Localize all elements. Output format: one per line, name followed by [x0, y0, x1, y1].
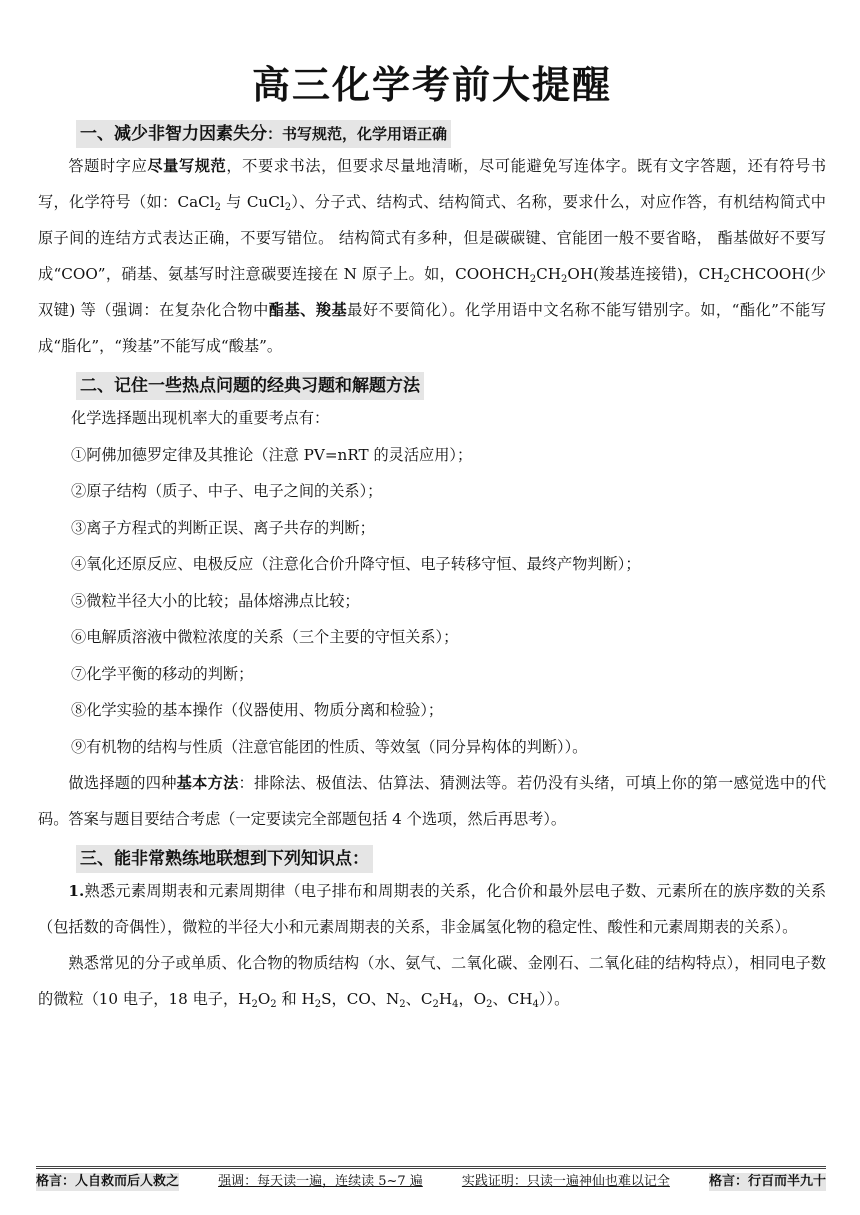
text-run: ）、分子式、结构式、结构简式、名称，要求什么，对应作答，有机结构简式中原子间的连结方式表达正确，不要写错位。 结构简式有多种，但是碳碳键、官能团一般不要省略， 酯基做好不要写成“COO”，硝基、氨基写时注意碳要连接在 N 原子上。如，COOHCH	[38, 193, 826, 283]
document-page	[38, 0, 826, 1215]
subscript: 2	[723, 274, 730, 285]
text-run: O	[257, 990, 271, 1008]
text-run: 、CH	[492, 990, 533, 1008]
subscript: 2	[214, 202, 222, 213]
subscript: 2	[529, 274, 537, 285]
section-2	[38, 372, 826, 837]
text-run: S，CO、N	[321, 990, 400, 1008]
page-footer	[36, 1166, 826, 1191]
subscript: 2	[486, 999, 493, 1010]
text-run: 熟悉常见的分子或单质、化合物的物质结构（水、氨气、二氧化碳、金刚石、二氧化硅的结构特点），相同电子数的微粒（10 电子，18 电子，H	[38, 954, 826, 1008]
text-run: 答题时字应	[68, 157, 148, 175]
paragraph-number: 1.	[68, 882, 85, 900]
section-3-paragraph-1	[38, 873, 826, 945]
section-3-heading: 三、能非常熟练地联想到下列知识点：	[76, 845, 373, 873]
section-1-paragraph	[38, 148, 826, 364]
section-1-heading-sub: 书写规范，化学用语正确	[282, 125, 448, 143]
subscript: 4	[452, 999, 459, 1010]
footer-motto-right: 格言：行百而半九十	[708, 1174, 826, 1189]
section-1-heading-sep: ：	[267, 125, 283, 143]
list-item: ⑤微粒半径大小的比较；晶体熔沸点比较；	[71, 591, 360, 610]
section-1-heading-text: 一、减少非智力因素失分	[80, 124, 267, 144]
emphasis-text: 酯基、羧基	[268, 301, 348, 319]
emphasis-text: 基本方法	[176, 774, 239, 792]
list-item: ⑨有机物的结构与性质（注意官能团的性质、等效氢（同分异构体的判断））。	[71, 737, 588, 756]
list-item: ②原子结构（质子、中子、电子之间的关系）；	[71, 482, 383, 500]
subscript: 2	[314, 999, 322, 1010]
section-2-method-paragraph	[38, 765, 826, 837]
text-run: 与 CuCl	[221, 193, 285, 211]
list-item: ①阿佛加德罗定律及其推论（注意 PV=nRT 的灵活应用）；	[71, 445, 473, 464]
section-1-heading	[76, 120, 451, 148]
subscript: 2	[270, 999, 277, 1010]
section-2-intro: 化学选择题出现机率大的重要考点有：	[71, 409, 330, 427]
list-item: ④氧化还原反应、电极反应（注意化合价升降守恒、电子转移守恒、最终产物判断）；	[71, 555, 641, 573]
text-run: 、C	[405, 990, 433, 1008]
section-2-heading: 二、记住一些热点问题的经典习题和解题方法	[76, 372, 424, 400]
text-run: 和 H	[276, 990, 315, 1008]
section-1	[38, 120, 826, 364]
text-run: CHCOOH(少双键) 等（强调：在复杂化合物中	[38, 265, 826, 319]
text-run: H	[438, 990, 453, 1008]
text-run: 做选择题的四种	[68, 774, 177, 792]
text-run: ，O	[458, 990, 487, 1008]
list-item: ③离子方程式的判断正误、离子共存的判断；	[71, 518, 375, 537]
subscript: 4	[532, 999, 539, 1010]
section-3-paragraph-2	[38, 945, 826, 1017]
footer-emphasis: 强调：每天读一遍，连续读 5~7 遍	[218, 1174, 423, 1189]
subscript: 2	[251, 999, 258, 1010]
text-run: ，不要求书法，但要求尽量地清晰，尽可能避免写连体字。既有文字答题，还有符号书写，化学符号（如：CaCl	[38, 157, 827, 211]
footer-motto-left: 格言：人自救而后人救之	[36, 1174, 180, 1189]
emphasis-text: 尽量写规范	[147, 157, 227, 175]
subscript: 2	[432, 999, 439, 1010]
page-title: 高三化学考前大提醒	[251, 62, 612, 107]
text-run: CH	[536, 265, 562, 283]
footer-practice-note: 实践证明：只读一遍神仙也难以记全	[461, 1174, 670, 1189]
text-run: 熟悉元素周期表和元素周期律（电子排布和周期表的关系，化合价和最外层电子数、元素所在的族序数的关系（包括数的奇偶性），微粒的半径大小和元素周期表的关系，非金属氢化物的稳定性、酸性和元素周期表的关系）。	[38, 882, 826, 936]
text-run: 最好不要简化）。化学用语中文名称不能写错别字。如，“酯化”不能写成“脂化”，“羧基”不能写成“酸基”。	[38, 301, 826, 355]
section-3	[38, 845, 826, 1017]
text-run: ））。	[538, 990, 570, 1008]
subscript: 2	[561, 274, 568, 285]
text-run: OH(羧基连接错)，CH	[567, 265, 724, 283]
list-item: ⑦化学平衡的移动的判断；	[71, 664, 254, 683]
subscript: 2	[284, 202, 292, 213]
subscript: 2	[399, 999, 406, 1010]
text-run: ：排除法、极值法、估算法、猜测法等。若仍没有头绪，可填上你的第一感觉选中的代码。答案与题目要结合考虑（一定要读完全部题包括 4 个选项，然后再思考）。	[38, 774, 827, 828]
list-item: ⑥电解质溶液中微粒浓度的关系（三个主要的守恒关系）；	[71, 628, 459, 646]
list-item: ⑧化学实验的基本操作（仪器使用、物质分离和检验）；	[71, 701, 444, 719]
